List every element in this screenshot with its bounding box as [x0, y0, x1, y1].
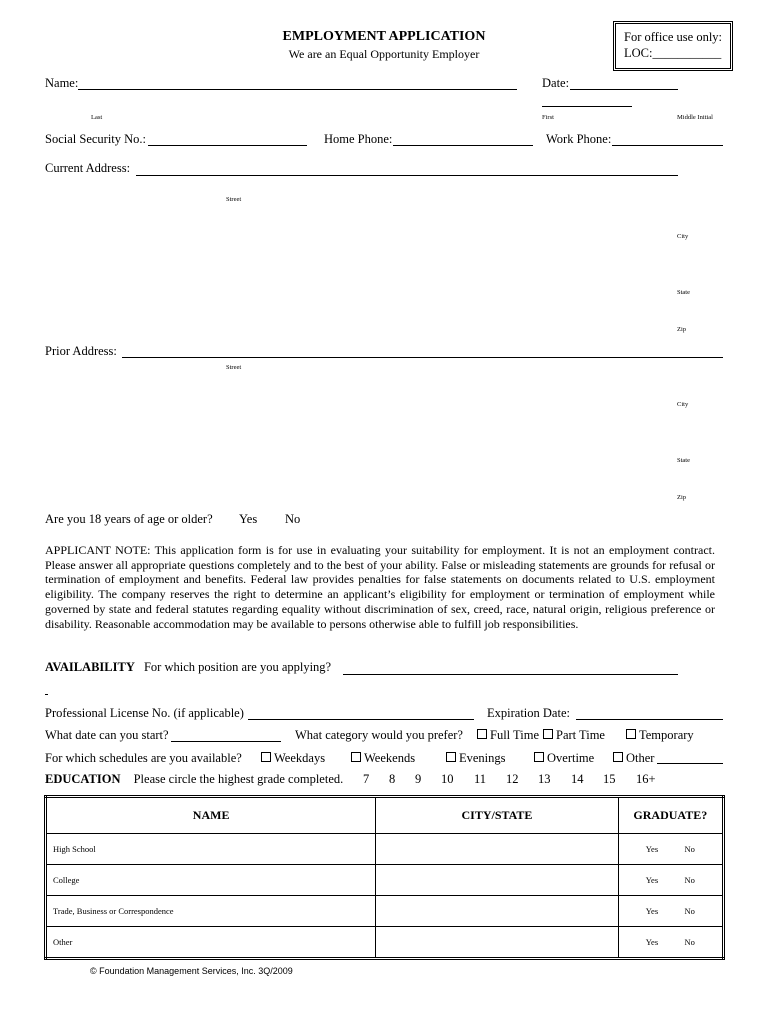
position-field[interactable]: [343, 674, 678, 675]
ssn-field[interactable]: [148, 145, 307, 146]
current-state-hint: State: [677, 289, 690, 296]
prior-street-hint: Street: [226, 364, 242, 371]
office-use-label: For office use only:: [624, 30, 723, 44]
name-field[interactable]: [78, 89, 517, 90]
current-city-hint: City: [677, 233, 689, 240]
prior-zip-hint: Zip: [677, 494, 687, 501]
schedule-other-field[interactable]: [657, 763, 723, 764]
city-state-cell[interactable]: [376, 834, 618, 865]
form-title: EMPLOYMENT APPLICATION: [282, 29, 486, 44]
work-phone-label: Work Phone:: [546, 132, 612, 146]
age-yes-option[interactable]: Yes: [239, 512, 258, 526]
prior-city-hint: City: [677, 401, 689, 408]
graduate-yes-option[interactable]: Yes: [645, 906, 659, 916]
date-field-extra[interactable]: [542, 106, 632, 107]
category-full-time[interactable]: Full Time: [477, 728, 539, 743]
col-city-header: CITY/STATE: [376, 797, 618, 834]
table-row: [46, 834, 724, 865]
start-date-label: What date can you start?: [45, 728, 169, 742]
school-type-trade[interactable]: Trade, Business or Correspondence: [46, 896, 376, 927]
grade-14[interactable]: 14: [571, 772, 584, 786]
checkbox-icon: [446, 752, 456, 762]
graduate-no-option[interactable]: No: [684, 844, 695, 854]
table-row: [46, 927, 724, 959]
graduate-yes-option[interactable]: Yes: [645, 875, 659, 885]
ssn-label: Social Security No.:: [45, 132, 147, 146]
graduate-cell: [618, 834, 723, 865]
age-no-option[interactable]: No: [285, 512, 301, 526]
stray-mark: [45, 694, 48, 695]
city-state-cell[interactable]: [376, 927, 618, 959]
home-phone-label: Home Phone:: [324, 132, 393, 146]
name-label: Name:: [45, 76, 79, 90]
home-phone-field[interactable]: [393, 145, 533, 146]
grade-15[interactable]: 15: [603, 772, 616, 786]
applicant-note: APPLICANT NOTE: This application form is for use in evaluating your suitability for employment. It is not an employment contract. Please answer all appropriate questions completely and to the best of your ability. False or misleading statements are grounds for refusal or termination of employment and benefits. Federal law provides penalties for false statements on documents related to U.S. employment eligibility. The company reserves the right to determine an applicant’s eligibility for employment or termination of employment while governed by state and federal statutes regarding equality without discrimination of sex, creed, race, natural origin, religious preference or disability. Reasonable accommodation may be available to persons otherwise able to fulfill job responsibilities.: [45, 543, 715, 631]
schedule-other[interactable]: Other: [613, 751, 654, 766]
grade-9[interactable]: 9: [415, 772, 422, 786]
grade-8[interactable]: 8: [389, 772, 396, 786]
work-phone-field[interactable]: [612, 145, 723, 146]
expiration-field[interactable]: [576, 719, 723, 720]
school-type-college[interactable]: College: [46, 865, 376, 896]
checkbox-icon: [534, 752, 544, 762]
grade-7[interactable]: 7: [363, 772, 370, 786]
checkbox-icon: [626, 729, 636, 739]
city-state-cell[interactable]: [376, 865, 618, 896]
graduate-cell: [618, 927, 723, 959]
office-loc-label: LOC:___________: [624, 46, 722, 60]
checkbox-icon: [351, 752, 361, 762]
graduate-no-option[interactable]: No: [684, 875, 695, 885]
schedule-overtime[interactable]: Overtime: [534, 751, 594, 766]
current-street-hint: Street: [226, 196, 242, 203]
schedule-evenings[interactable]: Evenings: [446, 751, 506, 766]
category-temporary[interactable]: Temporary: [626, 728, 694, 743]
date-label: Date:: [542, 76, 570, 90]
category-part-time[interactable]: Part Time: [543, 728, 605, 743]
category-question: What category would you prefer?: [295, 728, 463, 742]
grade-13[interactable]: 13: [538, 772, 551, 786]
schedule-question: For which schedules are you available?: [45, 751, 242, 765]
education-row: [45, 772, 343, 787]
col-name-header: NAME: [46, 797, 376, 834]
grade-10[interactable]: 10: [441, 772, 454, 786]
current-address-field[interactable]: [136, 175, 678, 176]
age-question: Are you 18 years of age or older?: [45, 512, 213, 526]
middle-initial-hint: Middle Initial: [677, 114, 713, 121]
school-type-high-school[interactable]: High School: [46, 834, 376, 865]
checkbox-icon: [477, 729, 487, 739]
table-row: [46, 865, 724, 896]
graduate-cell: [618, 865, 723, 896]
form-subtitle: We are an Equal Opportunity Employer: [288, 47, 480, 61]
prior-address-label: Prior Address:: [45, 344, 117, 358]
date-field[interactable]: [570, 89, 678, 90]
prior-state-hint: State: [677, 457, 690, 464]
education-heading: EDUCATION: [45, 772, 121, 786]
education-table: [44, 795, 725, 960]
current-address-label: Current Address:: [45, 161, 131, 175]
license-field[interactable]: [248, 719, 474, 720]
checkbox-icon: [613, 752, 623, 762]
graduate-cell: [618, 896, 723, 927]
graduate-no-option[interactable]: No: [684, 937, 695, 947]
schedule-weekdays[interactable]: Weekdays: [261, 751, 325, 766]
graduate-yes-option[interactable]: Yes: [645, 844, 659, 854]
grade-16-plus[interactable]: 16+: [636, 772, 656, 786]
schedule-weekends[interactable]: Weekends: [351, 751, 415, 766]
prior-address-field[interactable]: [122, 357, 723, 358]
grade-12[interactable]: 12: [506, 772, 519, 786]
education-table-header: [46, 797, 724, 834]
checkbox-icon: [261, 752, 271, 762]
checkbox-icon: [543, 729, 553, 739]
graduate-no-option[interactable]: No: [684, 906, 695, 916]
city-state-cell[interactable]: [376, 896, 618, 927]
current-zip-hint: Zip: [677, 326, 687, 333]
expiration-label: Expiration Date:: [487, 706, 570, 720]
education-prompt: Please circle the highest grade completed.: [133, 772, 344, 786]
school-type-other[interactable]: Other: [46, 927, 376, 959]
copyright-footer: © Foundation Management Services, Inc. 3Q/2009: [90, 966, 293, 976]
last-name-hint: Last: [91, 114, 103, 121]
license-label: Professional License No. (if applicable): [45, 706, 244, 720]
start-date-field[interactable]: [171, 741, 281, 742]
col-graduate-header: GRADUATE?: [618, 797, 723, 834]
table-row: [46, 896, 724, 927]
graduate-yes-option[interactable]: Yes: [645, 937, 659, 947]
first-name-hint: First: [542, 114, 554, 121]
availability-heading: AVAILABILITY: [45, 660, 135, 674]
grade-11[interactable]: 11: [474, 772, 487, 786]
office-use-box: [613, 21, 733, 71]
position-question: For which position are you applying?: [143, 660, 332, 674]
availability-row: [45, 660, 331, 675]
